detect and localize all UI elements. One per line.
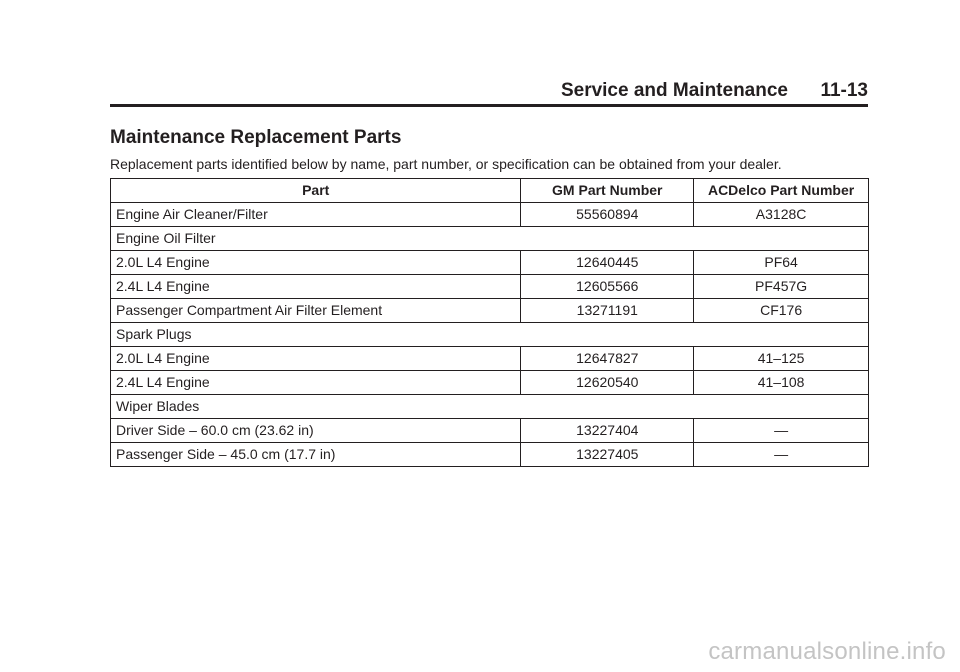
parts-table xyxy=(110,178,869,467)
page-number: 11-13 xyxy=(820,80,868,101)
intro-text: Replacement parts identified below by name, part number, or specification can be obtained from your dealer. xyxy=(110,156,782,172)
acdelco-part-number: PF457G xyxy=(694,275,869,299)
part-name: 2.0L L4 Engine xyxy=(111,251,521,275)
table-row xyxy=(111,347,869,371)
part-name: Passenger Compartment Air Filter Element xyxy=(111,299,521,323)
gm-part-number: 12605566 xyxy=(521,275,694,299)
table-row xyxy=(111,203,869,227)
table-row xyxy=(111,251,869,275)
part-name: Driver Side – 60.0 cm (23.62 in) xyxy=(111,419,521,443)
acdelco-part-number: — xyxy=(694,443,869,467)
page-title: Maintenance Replacement Parts xyxy=(110,127,402,148)
gm-part-number: 13271191 xyxy=(521,299,694,323)
col-header-gm-part-number: GM Part Number xyxy=(521,179,694,203)
table-row xyxy=(111,227,869,251)
part-name: Passenger Side – 45.0 cm (17.7 in) xyxy=(111,443,521,467)
table-row xyxy=(111,371,869,395)
part-name: Engine Air Cleaner/Filter xyxy=(111,203,521,227)
table-header-row xyxy=(111,179,869,203)
col-header-acdelco-part-number: ACDelco Part Number xyxy=(694,179,869,203)
acdelco-part-number: 41–125 xyxy=(694,347,869,371)
part-name: 2.0L L4 Engine xyxy=(111,347,521,371)
page-header xyxy=(110,78,868,107)
part-group-name: Spark Plugs xyxy=(111,323,869,347)
gm-part-number: 12640445 xyxy=(521,251,694,275)
acdelco-part-number: CF176 xyxy=(694,299,869,323)
table-row xyxy=(111,443,869,467)
col-header-part: Part xyxy=(111,179,521,203)
gm-part-number: 13227404 xyxy=(521,419,694,443)
acdelco-part-number: — xyxy=(694,419,869,443)
part-group-name: Wiper Blades xyxy=(111,395,869,419)
acdelco-part-number: 41–108 xyxy=(694,371,869,395)
watermark: carmanualsonline.info xyxy=(708,638,946,665)
gm-part-number: 55560894 xyxy=(521,203,694,227)
section-title: Service and Maintenance xyxy=(560,80,788,101)
part-name: 2.4L L4 Engine xyxy=(111,371,521,395)
gm-part-number: 12620540 xyxy=(521,371,694,395)
table-row xyxy=(111,395,869,419)
gm-part-number: 12647827 xyxy=(521,347,694,371)
part-name: 2.4L L4 Engine xyxy=(111,275,521,299)
acdelco-part-number: PF64 xyxy=(694,251,869,275)
table-row xyxy=(111,299,869,323)
table-row xyxy=(111,419,869,443)
table-row xyxy=(111,323,869,347)
part-group-name: Engine Oil Filter xyxy=(111,227,869,251)
table-row xyxy=(111,275,869,299)
acdelco-part-number: A3128C xyxy=(694,203,869,227)
gm-part-number: 13227405 xyxy=(521,443,694,467)
